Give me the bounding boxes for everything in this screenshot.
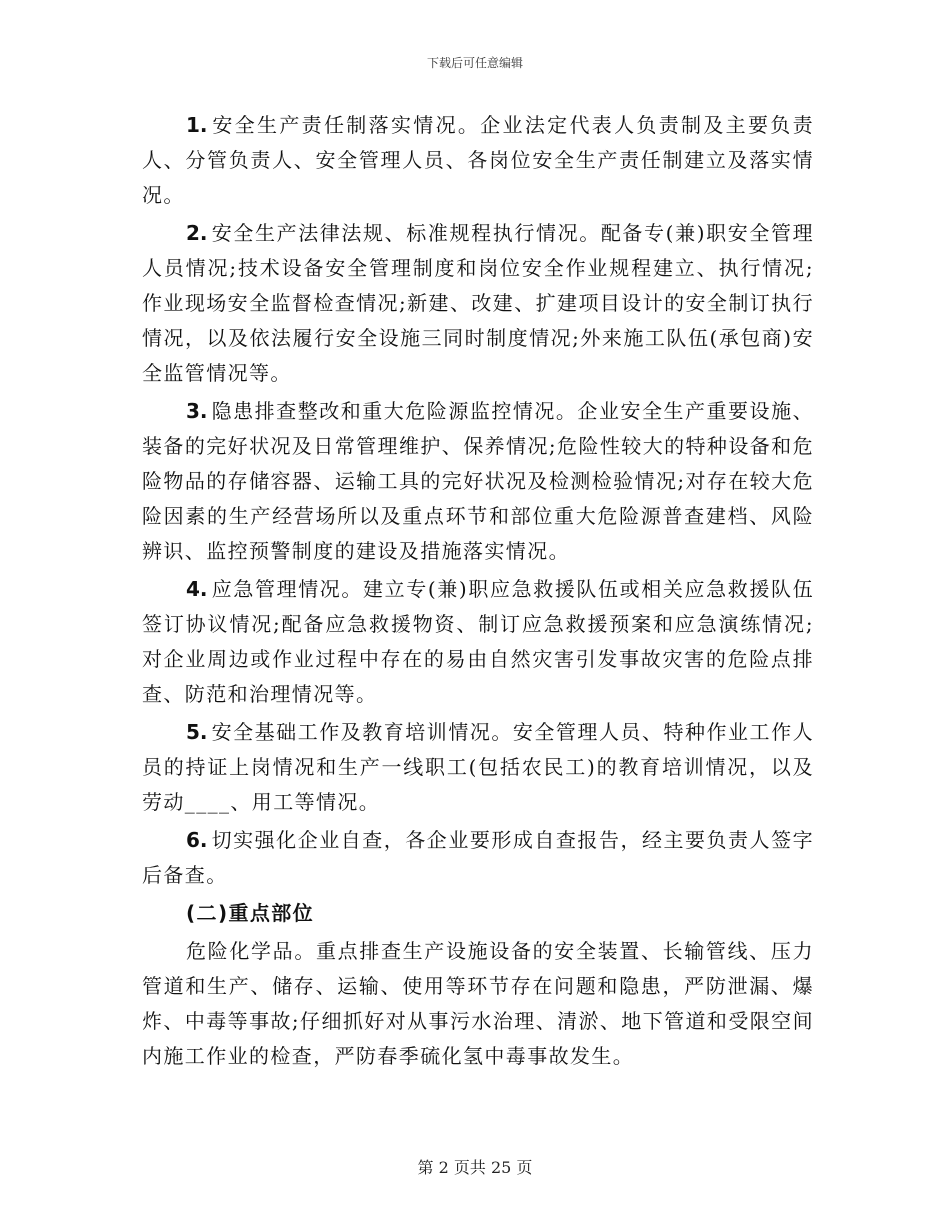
list-item (142, 572, 814, 712)
item-number: 5. (186, 720, 208, 744)
item-text: 安全生产法律法规、标准规程执行情况。配备专(兼)职安全管理人员情况;技术设备安全管理制度和岗位安全作业规程建立、执行情况;作业现场安全监督检查情况;新建、改建、扩建项目设计的安全制订执行情况，以及依法履行安全设施三同时制度情况;外来施工队伍(承包商)安全监管情况等。 (142, 221, 814, 385)
item-text: 隐患排查整改和重大危险源监控情况。企业安全生产重要设施、装备的完好状况及日常管理维护、保养情况;危险性较大的特种设备和危险物品的存储容器、运输工具的完好状况及检测检验情况;对存在较大危险因素的生产经营场所以及重点环节和部位重大危险源普查建档、风险辨识、监控预警制度的建设及措施落实情况。 (142, 399, 814, 563)
section-paragraph: 危险化学品。重点排查生产设施设备的安全装置、长输管线、压力管道和生产、储存、运输、使用等环节存在问题和隐患，严防泄漏、爆炸、中毒等事故;仔细抓好对从事污水治理、清淤、地下管道和受限空间内施工作业的检查，严防春季硫化氢中毒事故发生。 (142, 939, 814, 1068)
page-header: 下载后可任意编辑 (426, 56, 523, 70)
item-number: 6. (186, 828, 208, 852)
list-item (142, 108, 814, 213)
list-item (142, 823, 814, 893)
item-text: 应急管理情况。建立专(兼)职应急救援队伍或相关应急救援队伍签订协议情况;配备应急救援物资、制订应急救援预案和应急演练情况;对企业周边或作业过程中存在的易由自然灾害引发事故灾害的危险点排查、防范和治理情况等。 (142, 577, 814, 706)
list-item (142, 394, 814, 569)
list-item (142, 216, 814, 391)
item-number: 3. (186, 399, 208, 423)
item-text: 切实强化企业自查，各企业要形成自查报告，经主要负责人签字后备查。 (142, 828, 814, 887)
item-text: 安全生产责任制落实情况。企业法定代表人负责制及主要负责人、分管负责人、安全管理人员、各岗位安全生产责任制建立及落实情况。 (142, 113, 814, 207)
section-heading: (二)重点部位 (186, 901, 315, 925)
item-number: 2. (186, 221, 208, 245)
page-number-footer: 第 2 页共 25 页 (417, 1158, 533, 1177)
item-text: 安全基础工作及教育培训情况。安全管理人员、特种作业工作人员的持证上岗情况和生产一线职工(包括农民工)的教育培训情况，以及劳动____、用工等情况。 (142, 720, 814, 814)
item-number: 1. (186, 113, 208, 137)
list-item (142, 715, 814, 820)
document-body (142, 108, 814, 1077)
item-number: 4. (186, 577, 208, 601)
